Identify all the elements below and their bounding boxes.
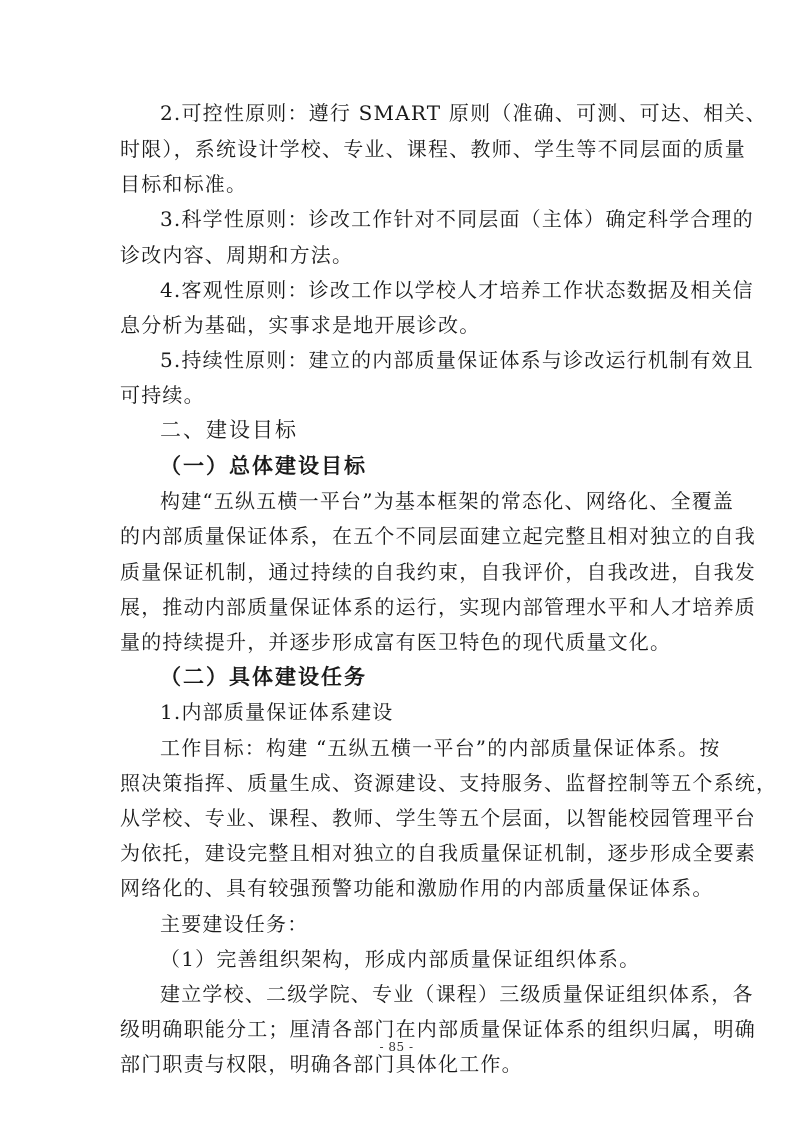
text-line: 的内部质量保证体系，在五个不同层面建立起完整且相对独立的自我 [120,524,756,548]
page-number: - 85 - [379,1040,414,1054]
text-line: 3.科学性原则：诊改工作针对不同层面（主体）确定科学合理的 [160,207,754,231]
item-heading: 1.内部质量保证体系建设 [160,700,394,724]
text-line: 网络化的、具有较强预警功能和激励作用的内部质量保证体系。 [120,876,714,900]
text-line: 目标和标准。 [120,172,248,196]
text-line: 时限），系统设计学校、专业、课程、教师、学生等不同层面的质量 [120,137,746,161]
text-line: 可持续。 [120,383,205,407]
text-line: 质量保证机制，通过持续的自我约束，自我评价，自我改进，自我发 [120,560,756,584]
text-line: 级明确职能分工；厘清各部门在内部质量保证体系的组织归属，明确 [120,1017,756,1041]
text-line: 5.持续性原则：建立的内部质量保证体系与诊改运行机制有效且 [160,348,754,372]
text-line: 为依托，建设完整且相对独立的自我质量保证机制，逐步形成全要素 [120,841,756,865]
text-line: 照决策指挥、质量生成、资源建设、支持服务、监督控制等五个系统， [120,771,778,795]
text-line: 量的持续提升，并逐步形成富有医卫特色的现代质量文化。 [120,630,672,654]
text-line: 构建“五纵五横一平台”为基本框架的常态化、网络化、全覆盖 [160,489,735,513]
text-line: 部门职责与权限，明确各部门具体化工作。 [120,1052,523,1076]
text-line: 2.可控性原则：遵行 SMART 原则（准确、可测、可达、相关、 [160,101,767,125]
text-line: 从学校、专业、课程、教师、学生等五个层面，以智能校园管理平台 [120,806,756,830]
text-line: 息分析为基础，实事求是地开展诊改。 [120,313,481,337]
text-line: 诊改内容、周期和方法。 [120,243,354,267]
subsection-heading: （一）总体建设目标 [160,454,367,478]
text-line: 主要建设任务： [160,912,309,936]
section-heading: 二、建设目标 [160,418,298,442]
text-line: 4.客观性原则：诊改工作以学校人才培养工作状态数据及相关信 [160,278,754,302]
text-line: （1）完善组织架构，形成内部质量保证组织体系。 [160,947,641,971]
text-line: 建立学校、二级学院、专业（课程）三级质量保证组织体系，各 [160,982,754,1006]
subsection-heading: （二）具体建设任务 [160,665,367,689]
text-line: 工作目标：构建 “五纵五横一平台”的内部质量保证体系。按 [160,736,721,760]
text-line: 展，推动内部质量保证体系的运行，实现内部管理水平和人才培养质 [120,595,756,619]
